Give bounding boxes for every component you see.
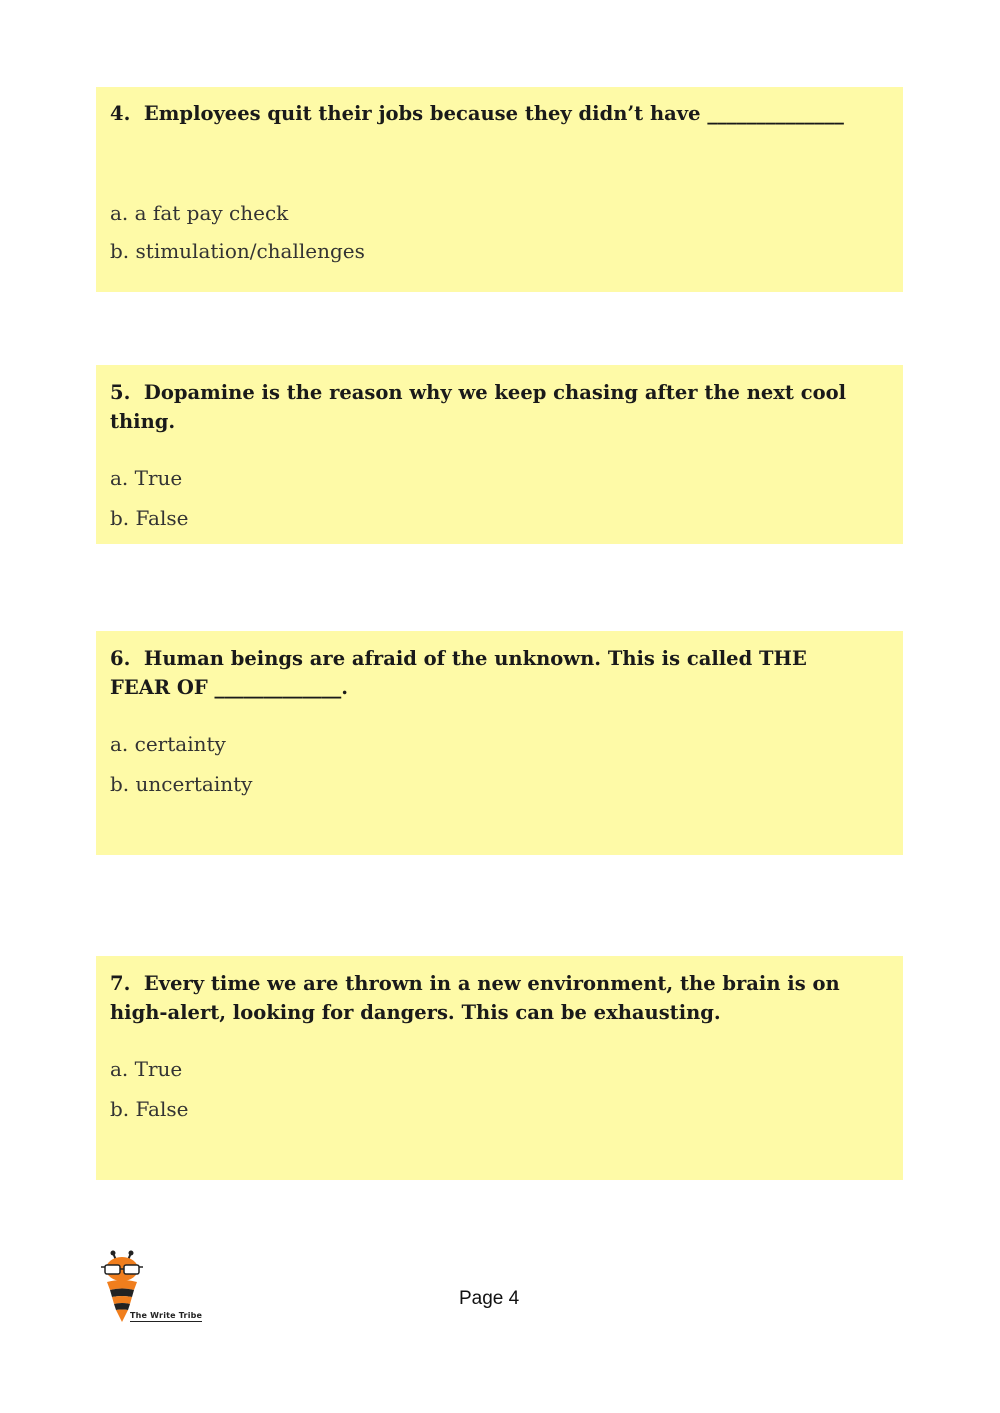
answer-option-a[interactable]: a. True	[110, 1057, 183, 1081]
answer-option-a[interactable]: a. certainty	[110, 732, 226, 756]
page-number: Page 4	[459, 1288, 520, 1309]
question-text: 5. Dopamine is the reason why we keep chasing after the next cool thing.	[110, 381, 853, 433]
logo-caption: The Write Tribe	[130, 1311, 203, 1320]
answer-option-b[interactable]: b. False	[110, 1097, 189, 1121]
answer-option-a[interactable]: a. True	[110, 466, 183, 490]
answer-option-b[interactable]: b. False	[110, 506, 189, 530]
question-card-4	[96, 87, 903, 292]
answer-option-b[interactable]: b. uncertainty	[110, 772, 253, 796]
question-text: 4. Employees quit their jobs because they didn’t have ______________	[110, 102, 844, 125]
question-card-5	[96, 365, 903, 544]
question-text: 6. Human beings are afraid of the unknown. This is called THE FEAR OF _____________.	[110, 647, 814, 699]
question-card-7	[96, 956, 903, 1180]
question-text: 7. Every time we are thrown in a new environment, the brain is on high-alert, looking for dangers. This can be exhausting.	[110, 972, 847, 1024]
answer-option-a[interactable]: a. a fat pay check	[110, 201, 289, 225]
answer-option-b[interactable]: b. stimulation/challenges	[110, 239, 365, 263]
write-tribe-logo	[99, 1250, 209, 1330]
question-card-6	[96, 631, 903, 855]
